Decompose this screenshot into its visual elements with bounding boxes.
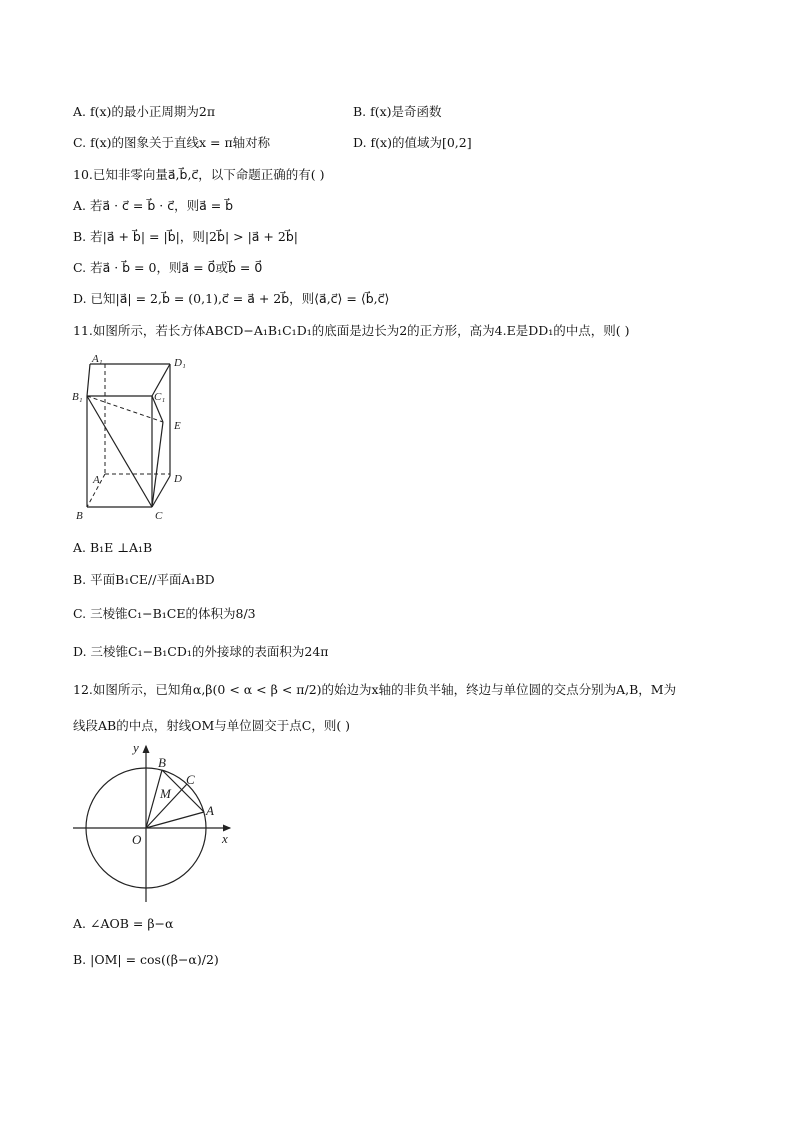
label-a: A [206, 803, 214, 818]
label-x: x [222, 831, 228, 846]
cuboid-figure [70, 352, 190, 527]
q11-stem: 11.如图所示，若长方体ABCD−A₁B₁C₁D₁的底面是边长为2的正方形，高为4.E是DD₁的中点，则( ) [73, 323, 630, 338]
label-o: O [132, 832, 142, 847]
q10-option-a: A. 若a⃗ · c⃗ = b⃗ · c⃗，则a⃗ = b⃗ [73, 198, 234, 213]
label-e: E [174, 420, 181, 432]
q10-option-c: C. 若a⃗ · b⃗ = 0，则a⃗ = 0⃗或b⃗ = 0⃗ [73, 260, 263, 275]
q10-stem: 10.已知非零向量a⃗,b⃗,c⃗，以下命题正确的有( ) [73, 167, 325, 182]
label-b: B [76, 510, 83, 522]
label-c: C [155, 510, 163, 522]
label-a1: A₁ [92, 353, 103, 365]
q12-stem-line2: 线段AB的中点，射线OM与单位圆交于点C，则( ) [73, 718, 351, 733]
label-m: M [160, 786, 171, 801]
q9-option-a: A. f(x)的最小正周期为2π [73, 104, 216, 119]
q10-option-d: D. 已知|a⃗| = 2,b⃗ = (0,1),c⃗ = a⃗ + 2b⃗，则⟨a⃗,c⃗⟩ = ⟨b⃗,c⃗⟩ [73, 291, 390, 306]
q11-option-c: C. 三棱锥C₁−B₁CE的体积为8/3 [73, 606, 256, 621]
q9-option-b: B. f(x)是奇函数 [353, 104, 442, 119]
label-b: B [158, 755, 166, 770]
label-c: C [186, 772, 195, 787]
label-a: A [93, 474, 100, 486]
q11-option-a: A. B₁E ⊥A₁B [73, 540, 153, 555]
unit-circle-figure [70, 740, 240, 905]
label-y: y [133, 740, 139, 755]
q12-stem-line1: 12.如图所示，已知角α,β(0 < α < β < π/2)的始边为x轴的非负半轴，终边与单位圆的交点分别为A,B，M为 [73, 682, 677, 697]
label-d: D [174, 473, 182, 485]
label-b1: B₁ [72, 391, 83, 403]
q11-option-b: B. 平面B₁CE//平面A₁BD [73, 572, 215, 587]
q10-option-b: B. 若|a⃗ + b⃗| = |b⃗|，则|2b⃗| > |a⃗ + 2b⃗| [73, 229, 298, 244]
label-c1: C₁ [154, 391, 166, 403]
q12-option-a: A. ∠AOB = β−α [73, 916, 174, 931]
q9-option-d: D. f(x)的值域为[0,2] [353, 135, 472, 150]
q12-option-b: B. |OM| = cos((β−α)/2) [73, 952, 219, 967]
q11-option-d: D. 三棱锥C₁−B₁CD₁的外接球的表面积为24π [73, 644, 329, 659]
ray-oa [146, 812, 204, 828]
q9-option-c: C. f(x)的图象关于直线x = π轴对称 [73, 135, 271, 150]
label-d1: D₁ [174, 357, 186, 369]
